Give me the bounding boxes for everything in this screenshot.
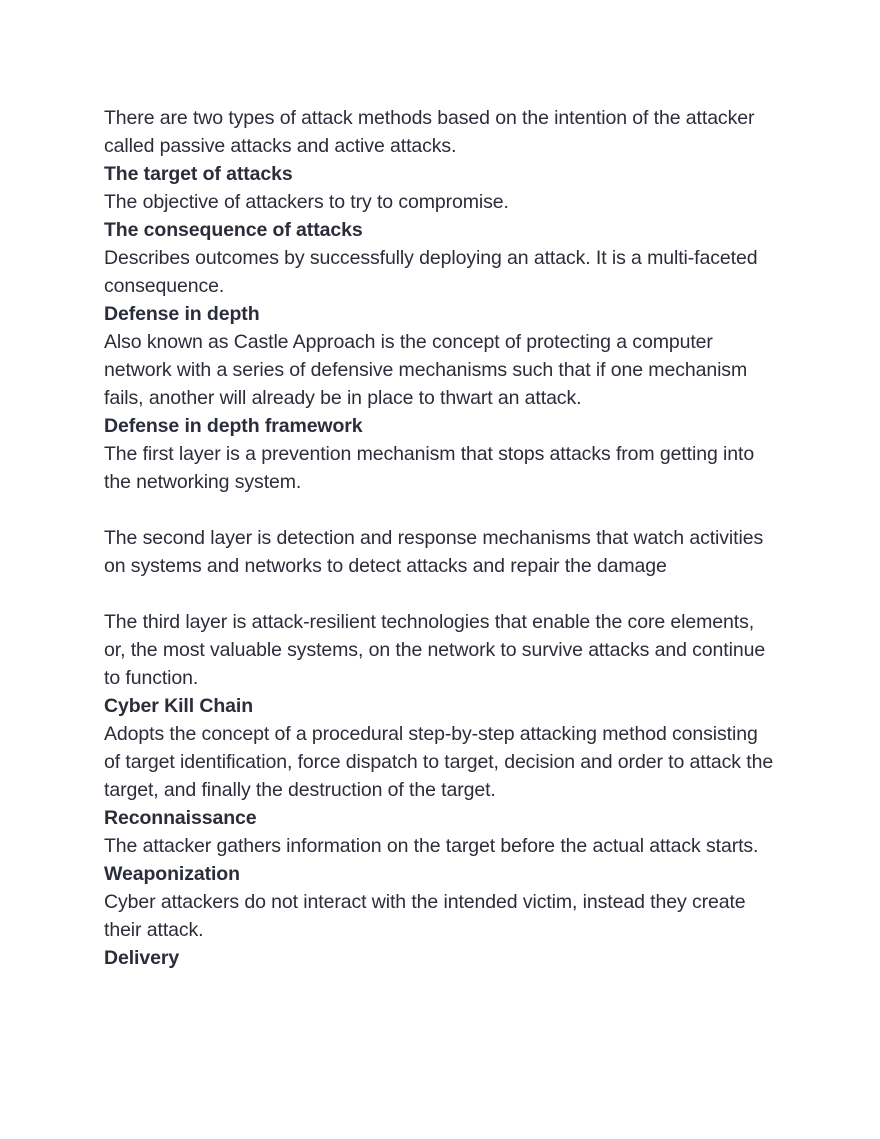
document-body <box>104 104 776 972</box>
paragraph-gap <box>104 580 776 608</box>
cyber-kill-chain-text: Adopts the concept of a procedural step-by-step attacking method consisting of target identification, force dispatch to target, decision and order to attack the target, and finally the destruction of the target. <box>104 723 774 801</box>
heading-weaponization: Weaponization <box>104 863 240 885</box>
framework-layer-2-text: The second layer is detection and response mechanisms that watch activities on systems and networks to detect attacks and repair the damage <box>104 527 764 577</box>
heading-target-of-attacks: The target of attacks <box>104 163 293 185</box>
heading-defense-in-depth: Defense in depth <box>104 303 260 325</box>
heading-delivery: Delivery <box>104 947 180 969</box>
heading-cyber-kill-chain: Cyber Kill Chain <box>104 695 254 717</box>
consequence-of-attacks-text: Describes outcomes by successfully deploying an attack. It is a multi-faceted consequence. <box>104 247 758 297</box>
defense-in-depth-text: Also known as Castle Approach is the concept of protecting a computer network with a series of defensive mechanisms such that if one mechanism fails, another will already be in place to thwart an attack. <box>104 331 748 409</box>
heading-consequence-of-attacks: The consequence of attacks <box>104 219 363 241</box>
heading-defense-in-depth-framework: Defense in depth framework <box>104 415 363 437</box>
framework-layer-1-text: The first layer is a prevention mechanism that stops attacks from getting into the networking system. <box>104 443 755 493</box>
framework-layer-3-text: The third layer is attack-resilient technologies that enable the core elements, or, the most valuable systems, on the network to survive attacks and continue to function. <box>104 611 766 689</box>
target-of-attacks-text: The objective of attackers to try to compromise. <box>104 191 509 213</box>
reconnaissance-text: The attacker gathers information on the target before the actual attack starts. <box>104 835 759 857</box>
paragraph-gap <box>104 496 776 524</box>
weaponization-text: Cyber attackers do not interact with the intended victim, instead they create their attack. <box>104 891 746 941</box>
intro-paragraph: There are two types of attack methods based on the intention of the attacker called passive attacks and active attacks. <box>104 107 755 157</box>
heading-reconnaissance: Reconnaissance <box>104 807 257 829</box>
